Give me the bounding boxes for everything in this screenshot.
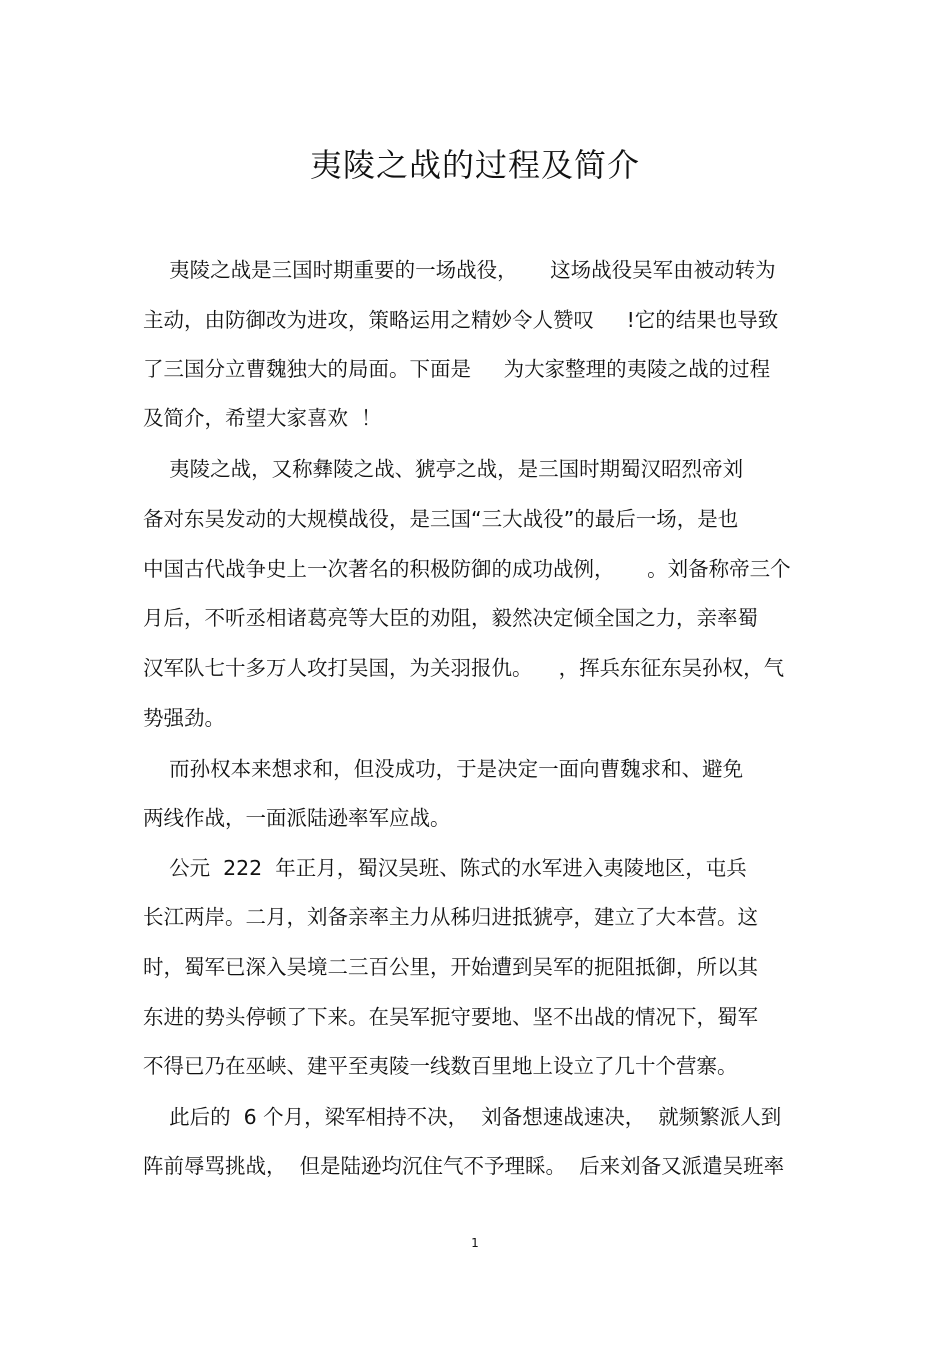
text-line: 主动，由防御改为进攻，策略运用之精妙令人赞叹 !它的结果也导致 <box>143 308 779 332</box>
text-line: 两线作战，一面派陆逊率军应战。 <box>143 806 451 830</box>
text-line: 备对东吴发动的大规模战役，是三国“三大战役”的最后一场，是也 <box>143 507 739 531</box>
text-line: 而孙权本来想求和，但没成功，于是决定一面向曹魏求和、避免 <box>143 757 744 781</box>
text-line: 夷陵之战，又称彝陵之战、猇亭之战，是三国时期蜀汉昭烈帝刘 <box>143 457 744 481</box>
text-line: 不得已乃在巫峡、建平至夷陵一线数百里地上设立了几十个营寨。 <box>143 1054 738 1078</box>
text-line: 时，蜀军已深入吴境二三百公里，开始遭到吴军的扼阻抵御，所以其 <box>143 955 758 979</box>
text-line: 了三国分立曹魏独大的局面。下面是 为大家整理的夷陵之战的过程 <box>143 357 771 381</box>
page-number: 1 <box>471 1236 479 1250</box>
text-line: 长江两岸。二月，刘备亲率主力从秭归进抵猇亭，建立了大本营。这 <box>143 905 758 929</box>
text-line: 及简介，希望大家喜欢 ！ <box>143 406 382 430</box>
text-line: 月后，不听丞相诸葛亮等大臣的劝阻，毅然决定倾全国之力，亲率蜀 <box>143 606 758 630</box>
text-line: 阵前辱骂挑战， 但是陆逊均沉住气不予理睬。 后来刘备又派遣吴班率 <box>143 1154 785 1178</box>
text-line: 夷陵之战是三国时期重要的一场战役， 这场战役吴军由被动转为 <box>143 258 776 282</box>
text-line: 公元 222 年正月，蜀汉吴班、陈式的水军进入夷陵地区，屯兵 <box>143 856 747 880</box>
text-line: 势强劲。 <box>143 706 225 730</box>
text-line: 东进的势头停顿了下来。在吴军扼守要地、坚不出战的情况下，蜀军 <box>143 1005 758 1029</box>
text-line: 汉军队七十多万人攻打吴国，为关羽报仇。 ，挥兵东征东吴孙权，气 <box>143 656 785 680</box>
text-line: 此后的 6 个月，梁军相持不决， 刘备想速战速决， 就频繁派人到 <box>143 1105 782 1129</box>
document-title: 夷陵之战的过程及简介 <box>309 146 640 184</box>
text-line: 中国古代战争史上一次著名的积极防御的成功战例， 。刘备称帝三个 <box>143 557 791 581</box>
